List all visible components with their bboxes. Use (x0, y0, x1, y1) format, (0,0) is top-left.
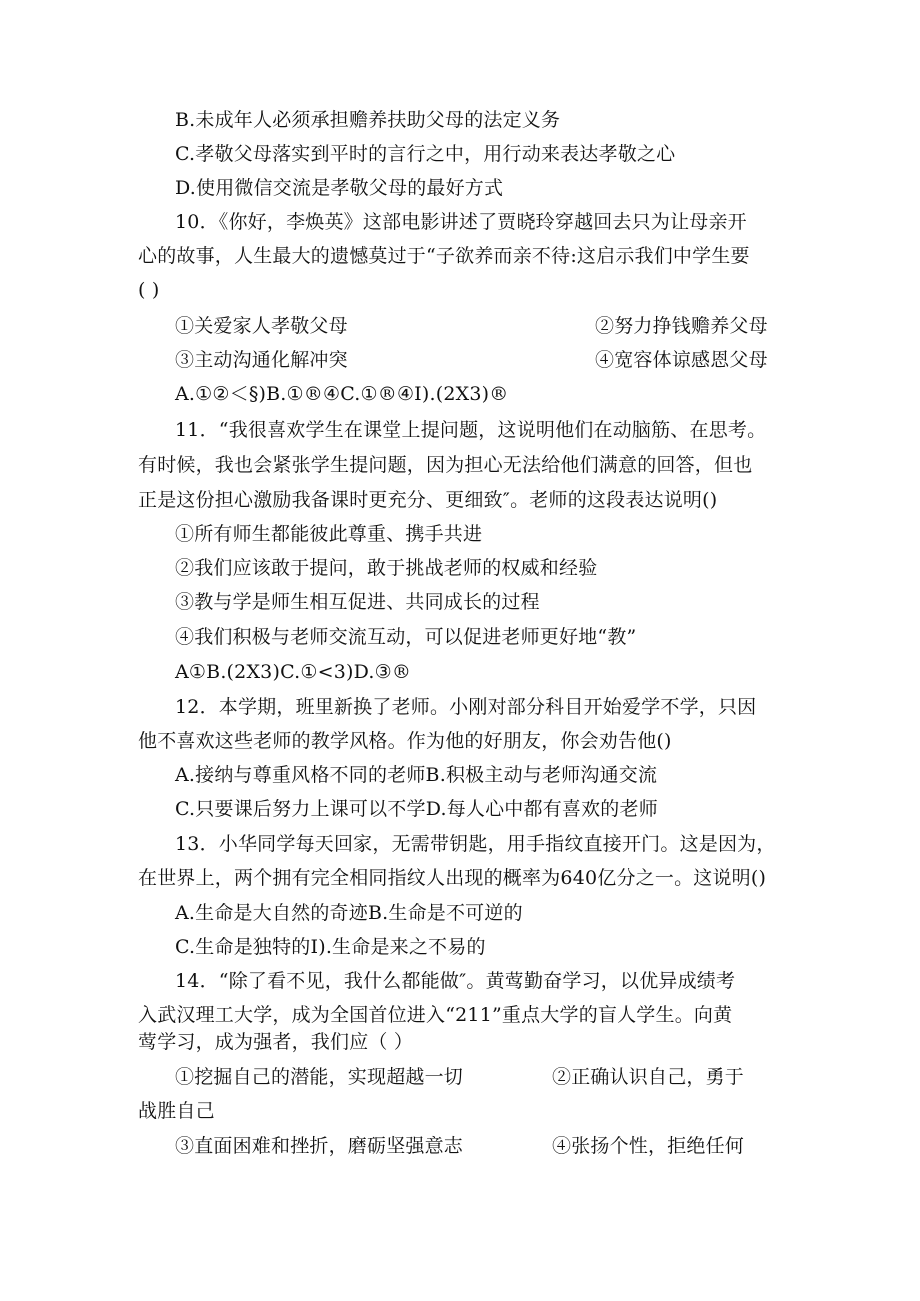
q12-answers-2: C.只要课后努力上课可以不学D.每人心中都有喜欢的老师 (175, 798, 658, 820)
q11-stem-line-2: 有时候，我也会紧张学生提问题，因为担心无法给他们满意的回答，但也 (138, 454, 753, 476)
q10-stem-line-1: 10．《你好，李焕英》这部电影讲述了贾晓玲穿越回去只为让母亲开 (175, 211, 747, 233)
q9-option-d: D.使用微信交流是孝敬父母的最好方式 (175, 177, 504, 199)
q14-item-2: ②正确认识自己，勇于 (552, 1066, 745, 1088)
q10-items-row-2 (175, 343, 835, 377)
q14-stem-line-1: 14．“除了看不见，我什么都能做″。黄莺勤奋学习，以优异成绩考 (175, 970, 736, 992)
q12-stem-line-1: 12．本学期，班里新换了老师。小刚对部分科目开始爱学不学，只因 (175, 696, 757, 718)
q13-stem-line-1: 13．小华同学每天回家，无需带钥匙，用手指纹直接开门。这是因为， (175, 833, 776, 855)
q9-option-c: C.孝敬父母落实到平时的言行之中，用行动来表达孝敬之心 (175, 143, 676, 165)
q14-item-1: ①挖掘自己的潜能，实现超越一切 (175, 1066, 464, 1088)
q14-items-row-2 (175, 1129, 835, 1163)
q11-stem-line-1: 11．“我很喜欢学生在课堂上提问题，这说明他们在动脑筋、在思考。 (175, 419, 767, 441)
q11-answers: A①B.(2X3)C.①<3)D.③® (175, 661, 412, 683)
q10-item-2: ②努力挣钱赡养父母 (595, 315, 768, 337)
q10-item-4: ④宽容体谅感恩父母 (595, 349, 768, 371)
q13-answers-2: C.生命是独特的I).生命是来之不易的 (175, 936, 486, 958)
q14-item-3: ③直面困难和挫折，磨砺坚强意志 (175, 1135, 464, 1157)
q10-item-1: ①关爱家人孝敬父母 (175, 315, 348, 337)
q14-item-2-continued: 战胜自己 (138, 1100, 215, 1122)
q14-stem-line-3: 莺学习，成为强者，我们应（ ） (138, 1031, 414, 1053)
q10-item-3: ③主动沟通化解冲突 (175, 349, 348, 371)
q12-stem-line-2: 他不喜欢这些老师的教学风格。作为他的好朋友，你会劝告他() (138, 730, 672, 752)
q9-option-b: B.未成年人必须承担赡养扶助父母的法定义务 (175, 109, 561, 131)
q14-item-4: ④张扬个性，拒绝任何 (552, 1135, 745, 1157)
q14-items-row-1 (175, 1060, 835, 1094)
q11-item-4: ④我们积极与老师交流互动，可以促进老师更好地“教” (175, 626, 637, 648)
q11-item-3: ③教与学是师生相互促进、共同成长的过程 (175, 591, 540, 613)
q12-answers-1: A.接纳与尊重风格不同的老师B.积极主动与老师沟通交流 (175, 764, 658, 786)
q11-stem-line-3: 正是这份担心激励我备课时更充分、更细致″。老师的这段表达说明() (138, 489, 718, 511)
q10-stem-line-3: ( ) (138, 279, 160, 301)
q10-items-row-1 (175, 309, 835, 343)
q11-item-1: ①所有师生都能彼此尊重、携手共进 (175, 523, 483, 545)
q13-stem-line-2: 在世界上，两个拥有完全相同指纹人出现的概率为640亿分之一。这说明() (138, 867, 767, 889)
q10-answers: A.①②＜§)B.①®④C.①®④I).(2X3)® (175, 383, 509, 405)
q13-answers-1: A.生命是大自然的奇迹B.生命是不可逆的 (175, 902, 523, 924)
q14-stem-line-2: 入武汉理工大学，成为全国首位进入“211”重点大学的盲人学生。向黄 (138, 1004, 733, 1026)
q11-item-2: ②我们应该敢于提问，敢于挑战老师的权威和经验 (175, 557, 598, 579)
q10-stem-line-2: 心的故事，人生最大的遗憾莫过于“子欲养而亲不待:这启示我们中学生要 (138, 245, 750, 267)
